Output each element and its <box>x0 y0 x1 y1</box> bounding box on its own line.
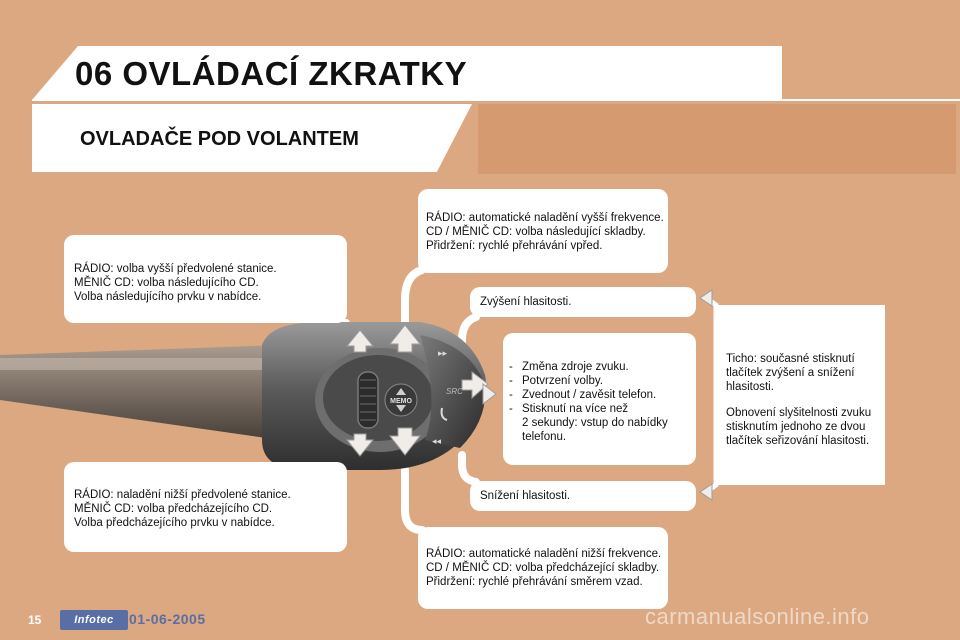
section-subtitle: OVLADAČE POD VOLANTEM <box>80 128 359 150</box>
page-number: 15 <box>28 613 42 627</box>
callout-preset-down <box>64 462 347 552</box>
list-item: - Zvednout / zavěsit telefon. <box>509 389 657 401</box>
list-item: - Stisknutí na více než <box>509 403 629 415</box>
callout-preset-up <box>64 235 347 323</box>
callout-line: Přidržení: rychlé přehrávání směrem vzad. <box>426 576 643 588</box>
callout-line: CD / MĚNIČ CD: volba předcházející skladby. <box>426 562 660 574</box>
callout-line: tlačítek zvýšení a snížení <box>726 367 855 379</box>
connector-bottom <box>405 470 422 530</box>
forward-label: ▸▸ <box>438 349 448 359</box>
arrow-right-down <box>700 484 712 500</box>
callout-line: stisknutím jednoho ze dvou <box>726 421 866 433</box>
callout-line: MĚNIČ CD: volba následujícího CD. <box>74 277 259 289</box>
callout-line: Přidržení: rychlé přehrávání vpřed. <box>426 240 603 252</box>
infotec-logo: Infotec <box>60 610 128 630</box>
callout-line: RÁDIO: naladění nižší předvolené stanice. <box>74 489 291 501</box>
edition-date: 01-06-2005 <box>129 611 206 627</box>
callout-seek-up <box>418 189 668 273</box>
callout-line: CD / MĚNIČ CD: volba následující skladby. <box>426 226 646 238</box>
connector-right <box>706 298 716 492</box>
list-item: - Potvrzení volby. <box>509 375 603 387</box>
callout-line: RÁDIO: automatické naladění nižší frekvence. <box>426 548 662 560</box>
callout-line: RÁDIO: volba vyšší předvolené stanice. <box>74 263 277 275</box>
callout-volume-up <box>470 287 696 317</box>
src-label: SRC <box>446 387 463 396</box>
callout-line: hlasitosti. <box>726 381 774 393</box>
callout-line: tlačítek seřizování hlasitosti. <box>726 435 870 447</box>
callout-line: Snížení hlasitosti. <box>480 490 571 502</box>
callout-line: Volba předcházejícího prvku v nabídce. <box>74 517 275 529</box>
callout-line: Obnovení slyšitelnosti zvuku <box>726 407 872 419</box>
list-item-continuation: telefonu. <box>522 431 567 443</box>
list-item-continuation: 2 sekundy: vstup do nabídky <box>522 417 668 429</box>
callout-line: Volba následujícího prvku v nabídce. <box>74 291 262 303</box>
backward-label: ◂◂ <box>432 437 442 447</box>
callout-seek-down <box>418 527 668 609</box>
callout-line: Zvýšení hlasitosti. <box>480 296 572 308</box>
callout-volume-down <box>470 481 696 511</box>
callout-line: Ticho: současné stisknutí <box>726 353 855 365</box>
callout-source-phone <box>503 333 696 465</box>
callout-mute <box>718 305 885 485</box>
arrow-right-up <box>700 290 712 306</box>
page-title: 06 OVLÁDACÍ ZKRATKY <box>75 55 468 92</box>
callout-line: RÁDIO: automatické naladění vyšší frekvence. <box>426 212 664 224</box>
callout-line: MĚNIČ CD: volba předcházejícího CD. <box>74 503 273 515</box>
memo-label: MEMO <box>390 398 412 405</box>
arrow-center <box>483 384 496 404</box>
connector-voldown <box>462 455 476 482</box>
watermark: carmanualsonline.info <box>645 604 870 629</box>
list-item: - Změna zdroje zvuku. <box>509 361 629 373</box>
